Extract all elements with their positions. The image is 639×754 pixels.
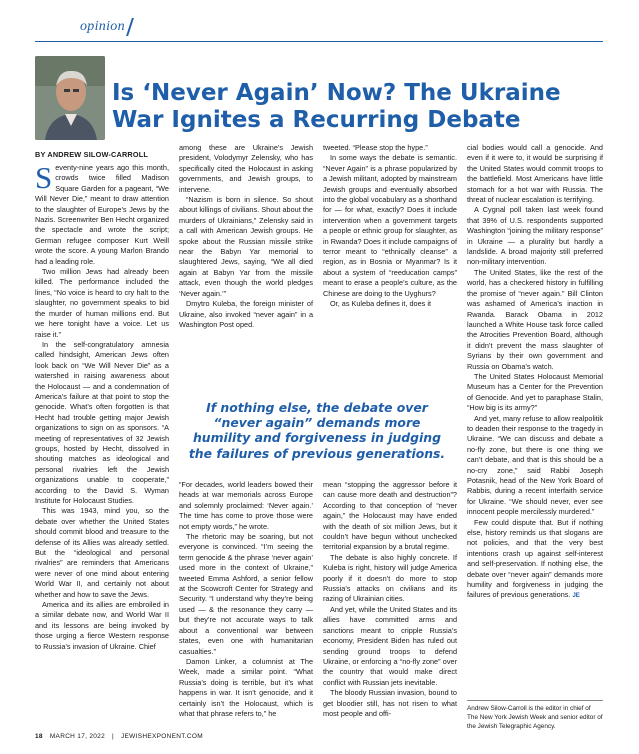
headline: Is ‘Never Again’ Now? The Ukraine War Ignites a Recurring Debate: [112, 80, 561, 133]
column-2-bottom: [179, 480, 313, 719]
paragraph: Or, as Kuleba defines it, does it: [330, 299, 431, 309]
column-3-bottom: [323, 480, 457, 719]
column-1: [35, 160, 169, 652]
paragraph: The bloody Russian invasion, bound to get bloodier still, has not risen to what most people and offi-: [323, 688, 457, 718]
paragraph: The United States Holocaust Memorial Museum has a Center for the Prevention of Genocide. And yet to paraphase Stalin, “How big is its army?”: [467, 371, 603, 413]
drop-cap: S: [35, 160, 53, 195]
paragraph: The rhetoric may be soaring, but not everyone is convinced. “I’m seeing the term genocide & the phrase ‘never again’ used more in the context of Ukraine,” tweeted Emma Ashford, a senior fellow at the Scowcroft Center for Strategy and Security. “I understand why they’re being used — & the resonance they carry — but they’re not accurate ways to talk about a conventional war between states, even one with humanitarian casualties.”: [179, 532, 313, 656]
pull-quote: If nothing else, the debate over “never again” demands more humility and forgiveness in judging the failures of previous generations.: [188, 400, 446, 461]
paragraph: tweeted. “Please stop the hype.”: [323, 143, 428, 152]
byline: BY ANDREW SILOW-CARROLL: [35, 150, 149, 159]
paragraph: cial bodies would call a genocide. And even if it were to, it would be surprising if the United States would commit troops to the battlefield. Most Americans have little stomach for a hot war with Russia. The threat of nuclear escalation is terrifying.: [467, 143, 603, 205]
paragraph: America and its allies are embroiled in a similar debate now, and World War II and its lessons are being invoked by those urging a fierce Western response to Russia’s invasion of Ukraine. Chief: [35, 600, 169, 651]
end-mark: JE: [572, 593, 580, 600]
paragraph: “Nazism is born in silence. So shout about killings of civilians. Shout about the murders of Ukrainians,” Zelensky said in a call with American Jewish groups. He spoke about the Russian missile strike near the Babyn Yar memorial to slaughtered Jews, saying, “We all died again at Babyn Yar from the missile attack, even though the world pledges ‘Never again.’”: [179, 195, 313, 298]
column-2-top: [179, 143, 313, 330]
paragraph: “For decades, world leaders bowed their heads at war memorials across Europe and solemnly proclaimed: ‘Never again.’ The time has come to prove those were not empty words,” he wrote.: [179, 480, 313, 531]
paragraph: This was 1943, mind you, so the debate over whether the United States should commit blood and treasure to the defense of its Allies was already settled. But the “ideological and personal rivalries” are reminders that Americans were never of one mind about entering World War II, and certainly not about whether and how to save the Jews.: [35, 506, 169, 599]
paragraph: A Cygnal poll taken last week found that 39% of U.S. respondents supported Washington “joining the military response” in Ukraine — a plurality but hardly a landslide. A broad majority still preferred non-military intervention.: [467, 205, 603, 267]
bio-divider: [467, 700, 603, 701]
author-photo: [35, 56, 105, 140]
paragraph: And yet, many refuse to allow realpolitik to deaden their response to the tragedy in Ukraine. “We can discuss and debate a no-fly zone, but there is one thing we can’t debate, and that is this should be a no-cry zone,” said Rabbi Joseph Potasnik, head of the New York Board of Rabbis, during a recent interfaith service for Ukraine. “We should never, ever see innocent people mercilessly murdered.”: [467, 413, 603, 517]
section-name: opinion: [80, 19, 125, 34]
divider: |: [111, 733, 114, 740]
section-label: [80, 18, 131, 36]
paragraph: The United States, like the rest of the world, has a checkered history in fulfilling the promise of “never again.” Bill Clinton was ashamed of America’s inaction in Rwanda. Barack Obama in 2012 launched a White House task force called the Atrocities Prevention Board, although it didn’t prevent the mass slaughter of Syrians by their own government and Russia on Obama’s watch.: [467, 267, 603, 371]
author-portrait-image: [35, 56, 105, 140]
paragraph: In the self-congratulatory amnesia called hindsight, American Jews often look back on “We Will Never Die” as a watershed in raising awareness about the Holocaust — and a condemnation of America’s failure at that point to stop the genocide. What’s often forgotten is that Hecht had trouble getting major Jewish organizations to sign on as sponsors. “A meeting of representatives of 32 Jewish groups, hosted by Hecht, dissolved in shouting matches as ideological and personal rivalries left the Jewish organizations unable to cooperate,” according to the David S. Wyman Institute for Holocaust Studies.: [35, 339, 169, 505]
page-number: 18: [35, 733, 43, 740]
section-rule: [35, 41, 603, 42]
issue-date: MARCH 17, 2022: [49, 733, 105, 740]
paragraph: among these are Ukraine’s Jewish president, Volodymyr Zelensky, who has specifically cited the Holocaust in asking governments, and Jewish groups, to intervene.: [179, 143, 313, 194]
paragraph: The debate is also highly concrete. If Kuleba is right, history will judge America poorly if it doesn’t do more to stop Russia’s attacks on civilians and its razing of Ukrainian cities.: [323, 552, 457, 604]
paragraph: Dmytro Kuleba, the foreign minister of Ukraine, also invoked “never again” in a Washington Post oped.: [179, 299, 313, 329]
folio: [35, 733, 203, 740]
paragraph: In some ways the debate is semantic. “Never Again” is a phrase popularized by a Jewish militant, adopted by mainstream Jewish groups and eventually absorbed into the global vocabulary as a shorthand for — for what, exactly? Does it include intervention when a government targets a people or ethnic group for slaughter, as in Rwanda? Does it include campaigns of terror meant to “ethnically cleanse” a region, as in Bosnia or Myanmar? Is it about a system of “reeducation camps” meant to erase a people’s culture, as the Chinese are doing to the Uyghurs?: [323, 153, 457, 298]
column-3-top: [323, 143, 457, 310]
author-bio: Andrew Silow-Carroll is the editor in chief of The New York Jewish Week and senior editor of the Jewish Telegraphic Agency.: [467, 705, 603, 730]
paragraph: Two million Jews had already been killed. The performance included the lines, “No voice is heard to cry halt to the slaughter, no government speaks to bid the murder of human millions end. But we here tonight have a voice. Let us raise it.”: [35, 267, 169, 339]
paragraph: Few could dispute that. But if nothing else, history reminds us that slogans are not policies, and that the very best intentions crash up against self-interest and self-preservation. If nothing else, the debate over “never again” demands more humility and forgiveness in judging the failures of previous generations. JE: [467, 517, 603, 600]
site-url: JEWISHEXPONENT.COM: [120, 733, 203, 740]
paragraph: And yet, while the United States and its allies have committed arms and sanctions meant to cripple Russia’s economy, President Biden has ruled out sending ground troops to defend Ukraine, or enforcing a “no-fly zone” over the country that would make direct conflict with Russian jets inevitable.: [323, 604, 457, 687]
column-4: [467, 143, 603, 602]
section-slash: [126, 18, 134, 36]
paragraph: mean “stopping the aggressor before it can cause more death and destruction”? According to that conception of “never again,” the Holocaust may have ended with the death of six million Jews, but it couldn’t have begun without unchecked territorial expansion by a brutal regime.: [323, 480, 457, 552]
paragraph: Damon Linker, a columnist at The Week, made a similar point. “What Russia’s doing is terrible, but it’s what happens in war. It isn’t genocide, and it certainly isn’t the Holocaust, which is what that phrase refers to,” he: [179, 656, 313, 718]
paragraph: Seventy-nine years ago this month, crowds twice filled Madison Square Garden for a pageant, “We Will Never Die,” meant to draw attention to the slaughter of Europe’s Jews by the Nazis. Screenwriter Ben Hecht organized the spectacle and wrote the script; German refugee composer Kurt Weill wrote the score. A young Marlon Brando had a leading role.: [35, 160, 169, 266]
